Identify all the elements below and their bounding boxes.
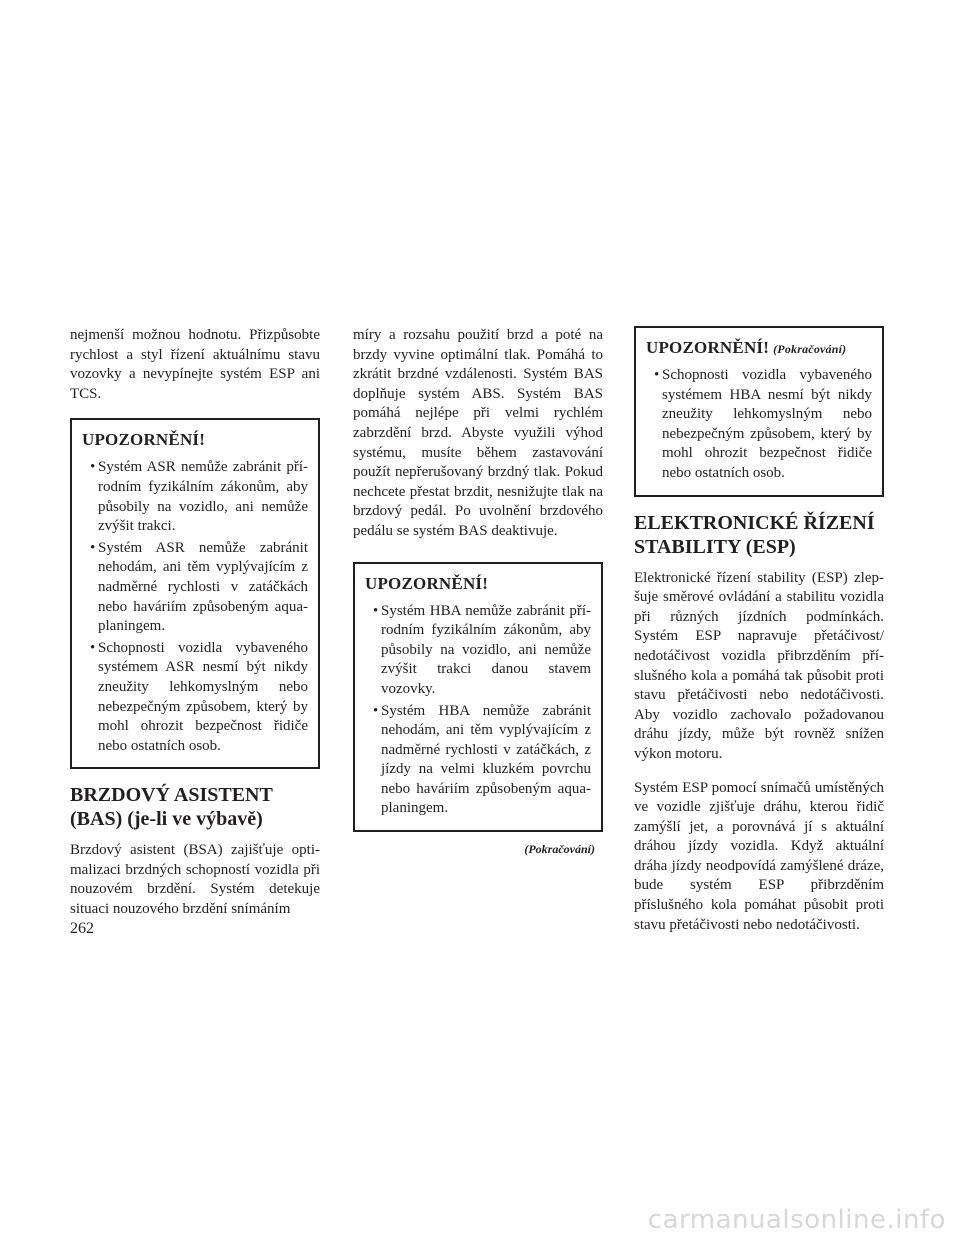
continued-note: (Pokračování) — [524, 842, 595, 857]
column-3 — [634, 326, 884, 949]
warning-item: • Schopnosti vozidla vybaveného systémem HBA nesmí být nikdy zneužity lehkomyslným nebo nebezpečným způsobem, který by mohl ohrozit bezpečnost řidiče nebo ostatních osob. — [654, 367, 872, 481]
warning-item: • Systém ASR nemůže zabránit přírodním fyzikálním zákonům, aby působily na vozidlo, ani nemůže zvýšit trakci. — [90, 459, 308, 535]
page-number: 262 — [70, 920, 94, 937]
intro-paragraph: nejmenší možnou hodnotu. Přizpůsobte rychlost a styl řízení aktuálnímu stavu vozovky a nevypínejte systém ESP ani TCS. — [70, 327, 320, 402]
warning-box-asr — [70, 418, 320, 769]
warning-title: UPOZORNĚNÍ! (Pokračování) — [646, 338, 847, 357]
warning-item: • Systém HBA nemůže zabránit přírodním fyzikálním zákonům, aby působily na vozidlo, ani nemůže zvýšit trakci danou stavem vozovky. — [373, 602, 591, 697]
warning-box-hba — [353, 562, 603, 833]
esp-paragraph-1: Elektronické řízení stability (ESP) zlepšuje směrové ovládání a stabilitu vozidla při různých jízdních podmínkách. Systém ESP napravuje přetáčivost/ nedotáčivost vozidla přibrzděním příslušného kola a pomáhá tak působit proti stavu přetáčivosti nebo nedotáčivosti. Aby vozidlo zachovalo požadovanou dráhu jízdy, může být rovněž snížen výkon motoru. — [634, 569, 884, 762]
column-1 — [70, 326, 320, 934]
warning-item: • Systém HBA nemůže zabránit nehodám, ani těm vyplývajícím z nadměrné rychlosti v zatáčkách, z jízdy na velmi kluzkém povrchu nebo haváriím způsobeným aquaplaningem. — [373, 702, 591, 817]
continued-label: (Pokračování) — [773, 342, 847, 356]
warning-title: UPOZORNĚNÍ! — [82, 430, 206, 450]
bas-paragraph-continued: míry a rozsahu použití brzd a poté na brzdy vyvine optimální tlak. Pomáhá to zkrátit brzdné vzdálenosti. Systém BAS doplňuje systém ABS. Systém BAS pomáhá nejlépe při velmi rychlém zabrzdění brzd. Abyste využili výhod systému, musíte během zastavování použít nepřerušovaný brzdný tlak. Pokud nechcete přestat brzdit, nesnižujte tlak na brzdový pedál. Po uvolnění brzdového pedálu se systém BAS deaktivuje. — [353, 327, 603, 539]
warning-item: • Schopnosti vozidla vybaveného systémem ASR nesmí být nikdy zneužity lehkomyslným nebo nebezpečným způsobem, který by mohl ohrozit bezpečnost řidiče nebo ostatních osob. — [90, 639, 308, 754]
watermark: carmanualsonline.info — [647, 1205, 946, 1235]
bas-paragraph: Brzdový asistent (BSA) zajišťuje optimalizaci brzdných schopností vozidla při nouzovém brzdění. Systém detekuje situaci nouzového brzdění snímáním — [70, 842, 320, 918]
warning-title: UPOZORNĚNÍ! — [365, 573, 489, 593]
warning-item: • Systém ASR nemůže zabránit nehodám, ani těm vyplývajícím z nadměrné rychlosti v zatáčkách nebo haváriím způsobeným aquaplaningem. — [90, 539, 308, 635]
section-heading-bas: BRZDOVÝ ASISTENT (BAS) (je-li ve výbavě) — [70, 784, 273, 831]
section-heading-esp: ELEKTRONICKÉ ŘÍZENÍ STABILITY (ESP) — [634, 511, 875, 558]
esp-paragraph-2: Systém ESP pomocí snímačů umístěných ve vozidle zjišťuje dráhu, kterou řidič zamýšlí jet, a porovnává jí s aktuální dráhou jízdy vozidla. Když aktuální dráha jízdy neodpovídá zamýšlené dráze, bude systém ESP přibrzděním příslušného kola pomáhat působit proti stavu přetáčivosti nebo nedotáčivosti. — [634, 779, 884, 933]
warning-list — [365, 602, 591, 820]
column-2 — [353, 326, 603, 857]
warning-box-hba-continued — [634, 326, 884, 497]
warning-list — [646, 366, 872, 484]
warning-list — [82, 458, 308, 756]
